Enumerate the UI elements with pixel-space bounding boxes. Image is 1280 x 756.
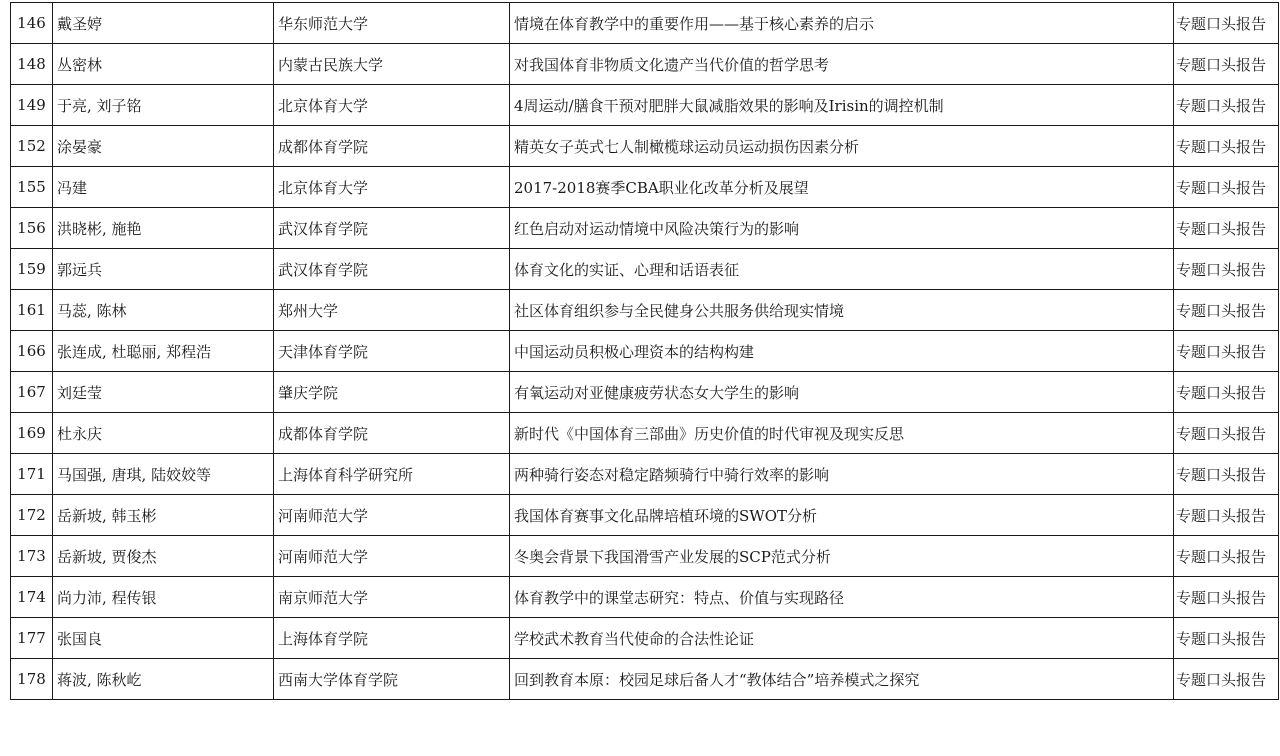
author-cell: 于亮, 刘子铭	[53, 85, 274, 126]
presentation-type-cell: 专题口头报告	[1174, 85, 1279, 126]
table-row	[11, 3, 1279, 44]
table-row	[11, 659, 1279, 700]
institution-cell: 郑州大学	[274, 290, 510, 331]
row-number: 177	[11, 618, 53, 659]
institution-cell: 成都体育学院	[274, 126, 510, 167]
table-row	[11, 85, 1279, 126]
row-number: 169	[11, 413, 53, 454]
author-cell: 郭远兵	[53, 249, 274, 290]
row-number: 146	[11, 3, 53, 44]
title-cell: 红色启动对运动情境中风险决策行为的影响	[510, 208, 1174, 249]
table-row	[11, 577, 1279, 618]
author-cell: 涂晏豪	[53, 126, 274, 167]
title-cell: 社区体育组织参与全民健身公共服务供给现实情境	[510, 290, 1174, 331]
presentation-type-cell: 专题口头报告	[1174, 577, 1279, 618]
institution-cell: 北京体育大学	[274, 167, 510, 208]
row-number: 171	[11, 454, 53, 495]
presentation-type-cell: 专题口头报告	[1174, 126, 1279, 167]
row-number: 161	[11, 290, 53, 331]
presentation-type-cell: 专题口头报告	[1174, 208, 1279, 249]
institution-cell: 河南师范大学	[274, 495, 510, 536]
institution-cell: 西南大学体育学院	[274, 659, 510, 700]
table-row	[11, 454, 1279, 495]
institution-cell: 上海体育科学研究所	[274, 454, 510, 495]
presentation-type-cell: 专题口头报告	[1174, 3, 1279, 44]
institution-cell: 成都体育学院	[274, 413, 510, 454]
row-number: 148	[11, 44, 53, 85]
institution-cell: 上海体育学院	[274, 618, 510, 659]
presentation-type-cell: 专题口头报告	[1174, 290, 1279, 331]
title-cell: 冬奥会背景下我国滑雪产业发展的SCP范式分析	[510, 536, 1174, 577]
presentation-type-cell: 专题口头报告	[1174, 618, 1279, 659]
presentation-type-cell: 专题口头报告	[1174, 659, 1279, 700]
author-cell: 蒋波, 陈秋屹	[53, 659, 274, 700]
author-cell: 杜永庆	[53, 413, 274, 454]
author-cell: 岳新坡, 韩玉彬	[53, 495, 274, 536]
row-number: 159	[11, 249, 53, 290]
row-number: 173	[11, 536, 53, 577]
author-cell: 戴圣婷	[53, 3, 274, 44]
author-cell: 洪晓彬, 施艳	[53, 208, 274, 249]
author-cell: 张连成, 杜聪丽, 郑程浩	[53, 331, 274, 372]
table-body	[11, 3, 1279, 700]
table-row	[11, 331, 1279, 372]
institution-cell: 武汉体育学院	[274, 208, 510, 249]
title-cell: 有氧运动对亚健康疲劳状态女大学生的影响	[510, 372, 1174, 413]
institution-cell: 内蒙古民族大学	[274, 44, 510, 85]
presentation-type-cell: 专题口头报告	[1174, 331, 1279, 372]
table-row	[11, 249, 1279, 290]
institution-cell: 武汉体育学院	[274, 249, 510, 290]
table-row	[11, 536, 1279, 577]
table-row	[11, 44, 1279, 85]
presentation-type-cell: 专题口头报告	[1174, 44, 1279, 85]
institution-cell: 北京体育大学	[274, 85, 510, 126]
table-row	[11, 495, 1279, 536]
table-row	[11, 618, 1279, 659]
author-cell: 岳新坡, 贾俊杰	[53, 536, 274, 577]
title-cell: 中国运动员积极心理资本的结构构建	[510, 331, 1174, 372]
title-cell: 体育教学中的课堂志研究：特点、价值与实现路径	[510, 577, 1174, 618]
presentation-type-cell: 专题口头报告	[1174, 413, 1279, 454]
table-row	[11, 290, 1279, 331]
row-number: 172	[11, 495, 53, 536]
title-cell: 我国体育赛事文化品牌培植环境的SWOT分析	[510, 495, 1174, 536]
row-number: 166	[11, 331, 53, 372]
presentation-type-cell: 专题口头报告	[1174, 495, 1279, 536]
author-cell: 马国强, 唐琪, 陆姣姣等	[53, 454, 274, 495]
title-cell: 情境在体育教学中的重要作用——基于核心素养的启示	[510, 3, 1174, 44]
presentation-table	[10, 2, 1279, 700]
table-row	[11, 208, 1279, 249]
institution-cell: 天津体育学院	[274, 331, 510, 372]
presentation-type-cell: 专题口头报告	[1174, 454, 1279, 495]
table-row	[11, 167, 1279, 208]
row-number: 174	[11, 577, 53, 618]
presentation-type-cell: 专题口头报告	[1174, 536, 1279, 577]
title-cell: 学校武术教育当代使命的合法性论证	[510, 618, 1174, 659]
title-cell: 体育文化的实证、心理和话语表征	[510, 249, 1174, 290]
presentation-type-cell: 专题口头报告	[1174, 167, 1279, 208]
row-number: 156	[11, 208, 53, 249]
title-cell: 两种骑行姿态对稳定踏频骑行中骑行效率的影响	[510, 454, 1174, 495]
institution-cell: 河南师范大学	[274, 536, 510, 577]
author-cell: 冯建	[53, 167, 274, 208]
author-cell: 马蕊, 陈林	[53, 290, 274, 331]
row-number: 155	[11, 167, 53, 208]
presentation-type-cell: 专题口头报告	[1174, 249, 1279, 290]
title-cell: 4周运动/膳食干预对肥胖大鼠减脂效果的影响及Irisin的调控机制	[510, 85, 1174, 126]
row-number: 152	[11, 126, 53, 167]
title-cell: 新时代《中国体育三部曲》历史价值的时代审视及现实反思	[510, 413, 1174, 454]
row-number: 178	[11, 659, 53, 700]
table-row	[11, 372, 1279, 413]
author-cell: 尚力沛, 程传银	[53, 577, 274, 618]
table-row	[11, 126, 1279, 167]
institution-cell: 南京师范大学	[274, 577, 510, 618]
row-number: 167	[11, 372, 53, 413]
author-cell: 张国良	[53, 618, 274, 659]
title-cell: 2017-2018赛季CBA职业化改革分析及展望	[510, 167, 1174, 208]
author-cell: 丛密林	[53, 44, 274, 85]
row-number: 149	[11, 85, 53, 126]
title-cell: 对我国体育非物质文化遗产当代价值的哲学思考	[510, 44, 1174, 85]
institution-cell: 肇庆学院	[274, 372, 510, 413]
author-cell: 刘廷莹	[53, 372, 274, 413]
table-row	[11, 413, 1279, 454]
title-cell: 回到教育本原：校园足球后备人才“教体结合”培养模式之探究	[510, 659, 1174, 700]
presentation-type-cell: 专题口头报告	[1174, 372, 1279, 413]
institution-cell: 华东师范大学	[274, 3, 510, 44]
title-cell: 精英女子英式七人制橄榄球运动员运动损伤因素分析	[510, 126, 1174, 167]
